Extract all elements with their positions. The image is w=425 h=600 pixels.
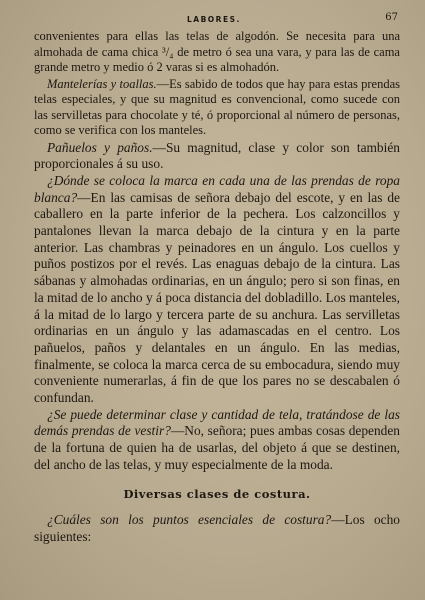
- paragraph-marca: [34, 173, 400, 407]
- panuelos-title: Pañuelos y paños.: [47, 139, 153, 155]
- clase-tela-answer: —No, señora; pues ambas cosas dependen de la fortuna de quien ha de usarlas, del objeto á que se destinen, del ancho de las telas, y muy especialmente de la moda.: [34, 423, 400, 472]
- mantelerias-title: Mantelerías y toallas.: [47, 76, 157, 91]
- marca-answer: —En las camisas de señora debajo del escote, y en las de caballero en la parte inferior de la pechera. Los calzoncillos y pantalones llevan la marca debajo de la cintura y en la parte anterior. Las chambras y peinadores en un ángulo. Los cuellos y puños postizos por el revés. Las enaguas debajo de la cintura. Las sábanas y almohadas ordinarias, en un ángulo; pero si son finas, en la mitad de lo ancho y á poca distancia del dobladillo. Los manteles, á la mitad de lo largo y tercera parte de su anchura. Las servilletas ordinarias en un ángulo y las adamascadas en el centro. Los pañuelos, paños y delantales en un ángulo. En las medias, finalmente, se coloca la marca cerca de su embocadura, siendo muy conveniente numerarlas, á fin de que los pares no se descabalen ó confundan.: [34, 189, 400, 406]
- puntos-costura-answer: —Los ocho siguientes:: [34, 512, 400, 544]
- paragraph-mantelerias: [34, 77, 400, 139]
- section-heading: Diversas clases de costura.: [123, 486, 311, 501]
- running-title: LABORES.: [187, 15, 241, 24]
- almohadas-text-a: convenientes para ellas las telas de algodón. Se necesita para una almohada de cama chica: [34, 29, 400, 59]
- paragraph-clase-tela: [34, 407, 400, 474]
- almohadas-text-b: de metro ó sea una vara, y para las de cama grande metro y medio ó 2 varas si es almohadón.: [34, 44, 400, 74]
- mantelerias-body: —Es sabido de todos que hay para estas prendas telas especiales, y que su magnitud es convencional, como sucede con las servilletas para chocolate y té, ó proporcional al número de personas, como se verifica con los manteles.: [34, 76, 400, 137]
- paragraph-panuelos: [34, 140, 400, 173]
- body-text: [34, 29, 400, 546]
- panuelos-body: —Su magnitud, clase y color son también proporcionales á su uso.: [34, 139, 400, 172]
- puntos-costura-question: ¿Cuáles son los puntos esenciales de costura?: [47, 512, 332, 528]
- page-number: 67: [385, 12, 398, 23]
- paragraph-almohadas: [34, 29, 400, 76]
- clase-tela-question: ¿Se puede determinar clase y cantidad de tela, tratándose de las demás prendas de vestir?: [34, 406, 400, 439]
- marca-question: ¿Dónde se coloca la marca en cada una de las prendas de ropa blanca?: [34, 172, 400, 205]
- paragraph-puntos-costura: [34, 512, 400, 545]
- page-header: [0, 9, 425, 27]
- fraction-three-quarters: ³/₄: [161, 44, 174, 59]
